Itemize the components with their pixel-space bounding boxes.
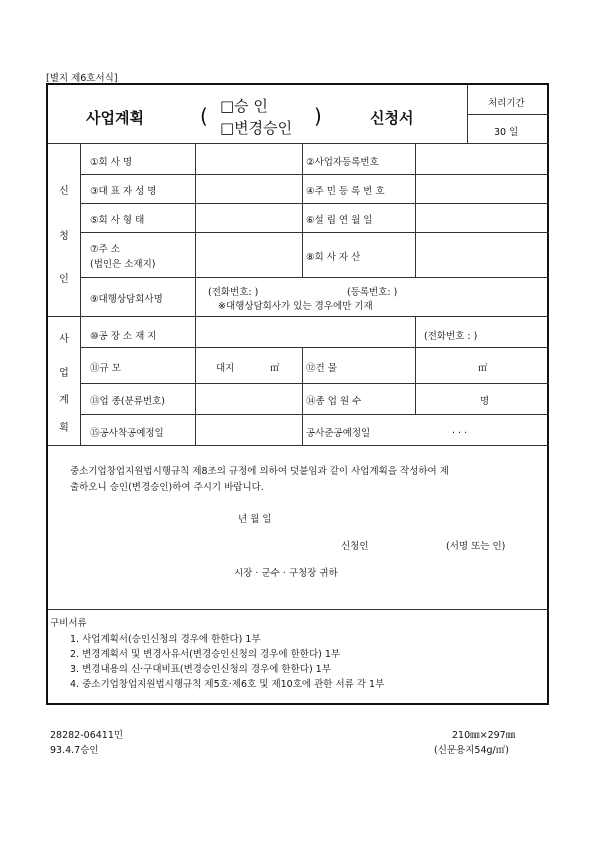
signature-label: (서명 또는 인) <box>446 541 506 552</box>
address-sub-label: (법인은 소재지) <box>90 259 156 270</box>
construction-start-label: ⑮공사착공예정일 <box>90 428 164 439</box>
paper-size: 210㎜×297㎜ <box>452 730 516 741</box>
company-name-label: ①회 사 명 <box>90 157 133 168</box>
agency-label: ⑨대행상담회사명 <box>90 294 163 305</box>
resident-no-label: ④주 민 등 록 번 호 <box>306 186 385 197</box>
applicant-char-1: 신 <box>59 186 69 197</box>
processing-period-label: 처리기간 <box>488 98 525 109</box>
building-unit: ㎡ <box>478 363 488 374</box>
construction-end-date: . . . <box>452 425 468 436</box>
scale-label: ⑪규 모 <box>90 363 121 374</box>
representative-label: ③대 표 자 성 명 <box>90 186 157 197</box>
required-doc-1: 1. 사업계획서(승인신청의 경우에 한한다) 1부 <box>70 634 261 645</box>
application-form <box>46 83 549 705</box>
required-doc-3: 3. 변경내용의 신·구대비표(변경승인신청의 경우에 한한다) 1부 <box>70 664 331 675</box>
required-docs-title: 구비서류 <box>50 618 87 629</box>
statement-line-2: 출하오니 승인(변경승인)하여 주시기 바랍니다. <box>70 482 264 493</box>
recipient: 시장 · 군수 · 구청장 귀하 <box>234 568 338 579</box>
form-title-left: 사업계획 <box>86 109 144 127</box>
agency-reg-no: (등록번호: ) <box>347 287 398 298</box>
processing-period-value: 30 일 <box>494 127 519 138</box>
agency-phone: (전화번호: ) <box>208 287 259 298</box>
option-approve: □승 인 <box>220 97 268 115</box>
paren-open: ( <box>200 104 208 128</box>
building-label: ⑫건 물 <box>306 363 337 374</box>
factory-phone: (전화번호 : ) <box>424 331 478 342</box>
assets-label: ⑧회 사 자 산 <box>306 252 361 263</box>
factory-location-label: ⑩공 장 소 재 지 <box>90 331 157 342</box>
address-label: ⑦주 소 <box>90 244 120 255</box>
paren-close: ) <box>314 104 322 128</box>
form-number-label: [별지 제6호서식] <box>46 73 118 84</box>
applicant-label: 신청인 <box>341 541 369 552</box>
plan-char-3: 계 <box>59 395 69 406</box>
site-area-unit: ㎡ <box>270 363 280 374</box>
required-doc-2: 2. 변경계획서 및 변경사유서(변경승인신청의 경우에 한한다) 1부 <box>70 649 341 660</box>
required-doc-4: 4. 중소기업창업지원법시행규칙 제5호·제6호 및 제10호에 관한 서류 각 1부 <box>70 679 385 690</box>
business-type-label: ⑬업 종(분류번호) <box>90 396 165 407</box>
form-code: 28282-06411민 <box>50 730 124 741</box>
employees-unit: 명 <box>480 396 490 407</box>
plan-char-2: 업 <box>59 368 69 379</box>
company-type-label: ⑤회 사 형 태 <box>90 215 145 226</box>
statement-line-1: 중소기업창업지원법시행규칙 제8조의 규정에 의하여 덧붙임과 같이 사업계획을 작성하여 제 <box>70 466 449 477</box>
plan-char-1: 사 <box>59 334 69 345</box>
paper-type: (신문용지54g/㎡) <box>434 745 509 756</box>
application-date: 년 월 일 <box>238 514 272 525</box>
established-date-label: ⑥설 립 연 월 일 <box>306 215 373 226</box>
applicant-char-3: 인 <box>59 274 69 285</box>
construction-end-label: 공사준공예정일 <box>306 428 371 439</box>
business-reg-no-label: ②사업자등록번호 <box>306 157 379 168</box>
plan-char-4: 획 <box>59 423 69 434</box>
employees-label: ⑭종 업 원 수 <box>306 396 362 407</box>
site-area-label: 대지 <box>216 363 235 374</box>
form-title-right: 신청서 <box>370 109 414 127</box>
agency-note: ※대행상담회사가 있는 경우에만 기재 <box>218 301 373 312</box>
approval-date: 93.4.7승인 <box>50 745 99 756</box>
option-change-approve: □변경승인 <box>220 119 293 137</box>
applicant-char-2: 청 <box>59 231 69 242</box>
